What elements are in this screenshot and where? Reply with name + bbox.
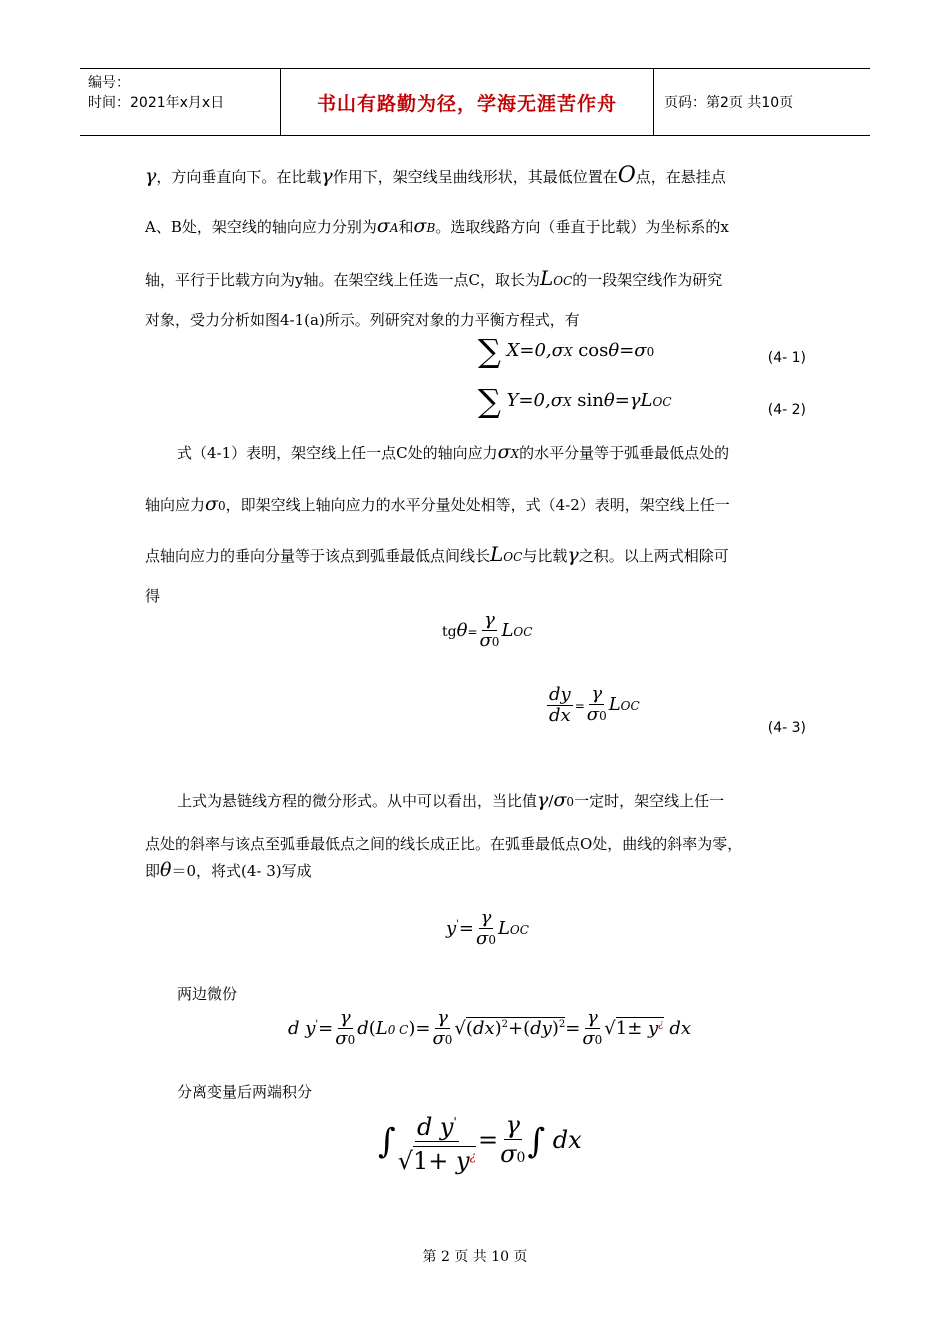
page-header [80,68,870,136]
equation-4-2: ∑ Y=0,σX sinθ=γLOC [478,382,672,420]
equation-differential: d y'= $\frac{\gamma}{\sigma 0}$ d(L0 C)= $\frac{\gamma}{\sigma 0}$ √(dx)$^2$+(dy)$^2$= $\frac{\gamma}{\sigma 0}$ √1± y¿ dx [288,1007,691,1049]
paragraph-1-line-3: 轴，平行于比载方向为y轴。在架空线上任选一点C，取长为LOC的一段架空线作为研究 [145,266,723,290]
equation-integral: ∫ $\frac{d y'}{√1+ y^¿}$ = $\frac{\gamma}{\sigma 0}$ ∫ dx [378,1108,582,1175]
paragraph-5: 分离变量后两端积分 [177,1083,313,1101]
paragraph-1-line-1: γ，方向垂直向下。在比载γ作用下，架空线呈曲线形状，其最低位置在O点，在悬挂点 [145,163,726,188]
time-label: 时间：2021年x月x日 [88,95,225,111]
paragraph-1-line-4: 对象，受力分析如图4-1(a)所示。列研究对象的力平衡方程式，有 [145,311,580,329]
equation-number-4-2: (4- 2) [767,402,806,418]
equation-number-4-1: (4- 1) [767,350,806,366]
equation-4-3: $\frac{dy}{dx}$ = $\frac{\gamma}{\sigma 0}$ LOC [549,683,640,726]
header-page-info: 页码：第2页 共10页 [664,95,794,111]
paragraph-3-line-3: 即θ＝0，将式(4- 3)写成 [145,859,312,881]
paragraph-4: 两边微份 [177,985,238,1003]
header-meta [80,69,281,135]
paragraph-1-line-2: A、B处，架空线的轴向应力分别为σA和σB。选取线路方向（垂直于比载）为坐标系的x [145,215,729,237]
doc-number-label: 编号： [88,75,130,91]
header-motto: 书山有路勤为径，学海无涯苦作舟 [281,69,654,135]
equation-4-1: ∑ X=0,σX cosθ=σ0 [478,332,655,370]
equation-y-prime: y'= $\frac{\gamma}{\sigma 0}$ LOC [446,907,529,949]
equation-number-4-3: (4- 3) [767,720,806,736]
paragraph-2-line-1: 式（4-1）表明，架空线上任一点C处的轴向应力σX的水平分量等于弧垂最低点处的 [177,441,730,463]
page-footer: 第 2 页 共 10 页 [422,1249,528,1265]
paragraph-2-line-4: 得 [145,587,161,605]
paragraph-3-line-2: 点处的斜率与该点至弧垂最低点之间的线长成正比。在弧垂最低点O处，曲线的斜率为零， [145,835,743,853]
paragraph-2-line-2: 轴向应力σ0，即架空线上轴向应力的水平分量处处相等，式（4-2）表明，架空线上任一 [145,493,730,515]
equation-tg-theta: tgθ= $\frac{\gamma}{\sigma 0}$ LOC [442,609,533,651]
paragraph-2-line-3: 点轴向应力的垂向分量等于该点到弧垂最低点间线长LOC与比载γ之积。以上两式相除可 [145,542,729,566]
paragraph-3-line-1: 上式为悬链线方程的微分形式。从中可以看出，当比值γ/σ0一定时，架空线上任一 [177,789,725,811]
